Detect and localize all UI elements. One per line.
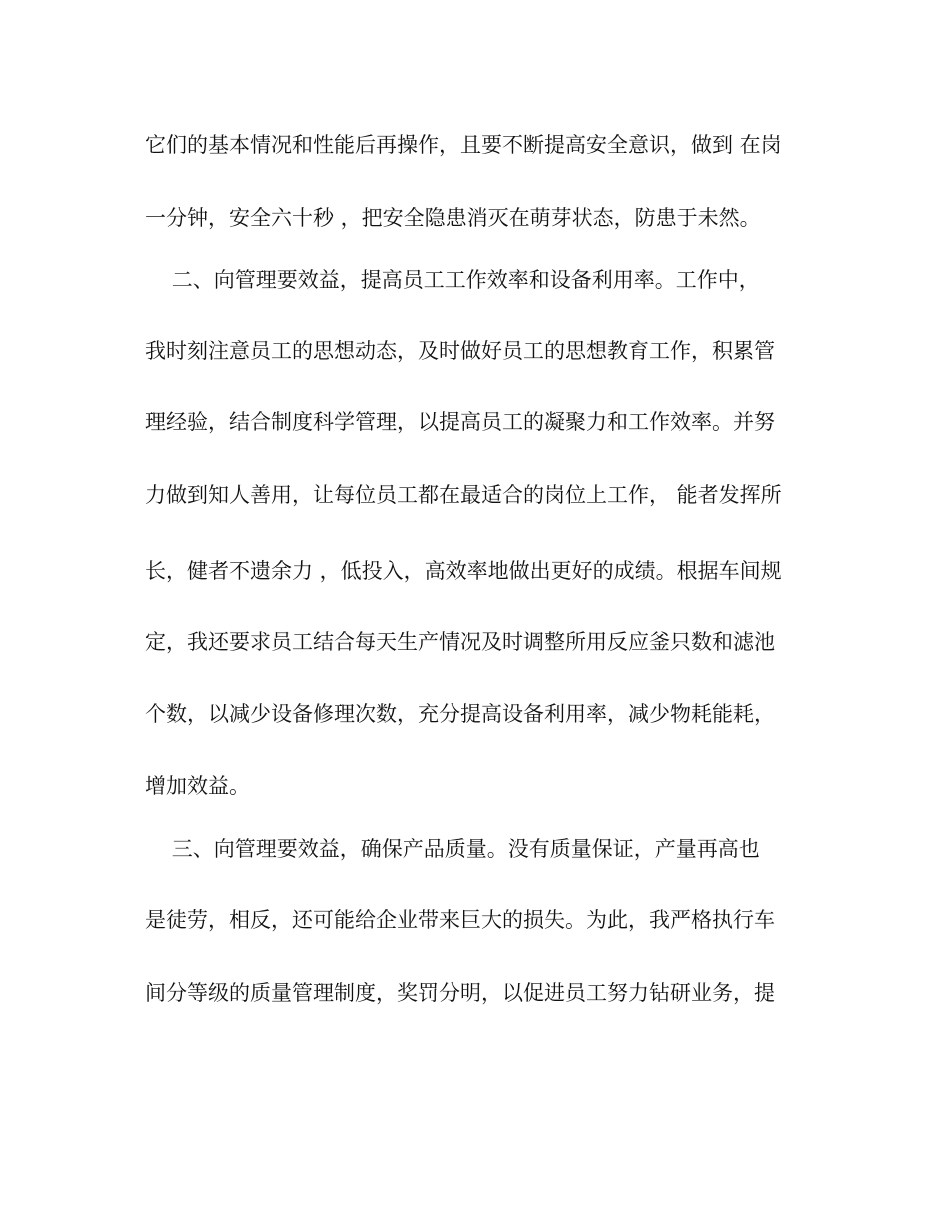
- text-line-8: 定，我还要求员工结合每天生产情况及时调整所用反应釜只数和滤池: [145, 630, 775, 654]
- text-line-4: 我时刻注意员工的思想动态，及时做好员工的思想教育工作，积累管: [145, 339, 775, 363]
- text-line-10: 增加效益。: [145, 774, 250, 798]
- text-line-1: 它们的基本情况和性能后再操作，且要不断提高安全意识，做到 在岗: [145, 133, 782, 157]
- text-line-2: 一分钟，安全六十秒 ，把安全隐患消灭在萌芽状态，防患于未然。: [145, 206, 761, 230]
- text-line-9: 个数，以减少设备修理次数，充分提高设备利用率，减少物耗能耗，: [145, 702, 775, 726]
- text-line-7: 长，健者不遗余力 ，低投入，高效率地做出更好的成绩。根据车间规: [145, 559, 782, 583]
- text-line-13: 间分等级的质量管理制度，奖罚分明，以促进员工努力钻研业务，提: [145, 981, 775, 1005]
- text-line-6: 力做到知人善用，让每位员工都在最适合的岗位上工作， 能者发挥所: [145, 483, 782, 507]
- text-line-12: 是徒劳，相反，还可能给企业带来巨大的损失。为此，我严格执行车: [145, 908, 775, 932]
- text-line-11: 三、向管理要效益，确保产品质量。没有质量保证，产量再高也: [145, 837, 760, 861]
- text-line-3: 二、向管理要效益，提高员工工作效率和设备利用率。工作中，: [145, 268, 760, 292]
- text-line-5: 理经验，结合制度科学管理，以提高员工的凝聚力和工作效率。并努: [145, 410, 775, 434]
